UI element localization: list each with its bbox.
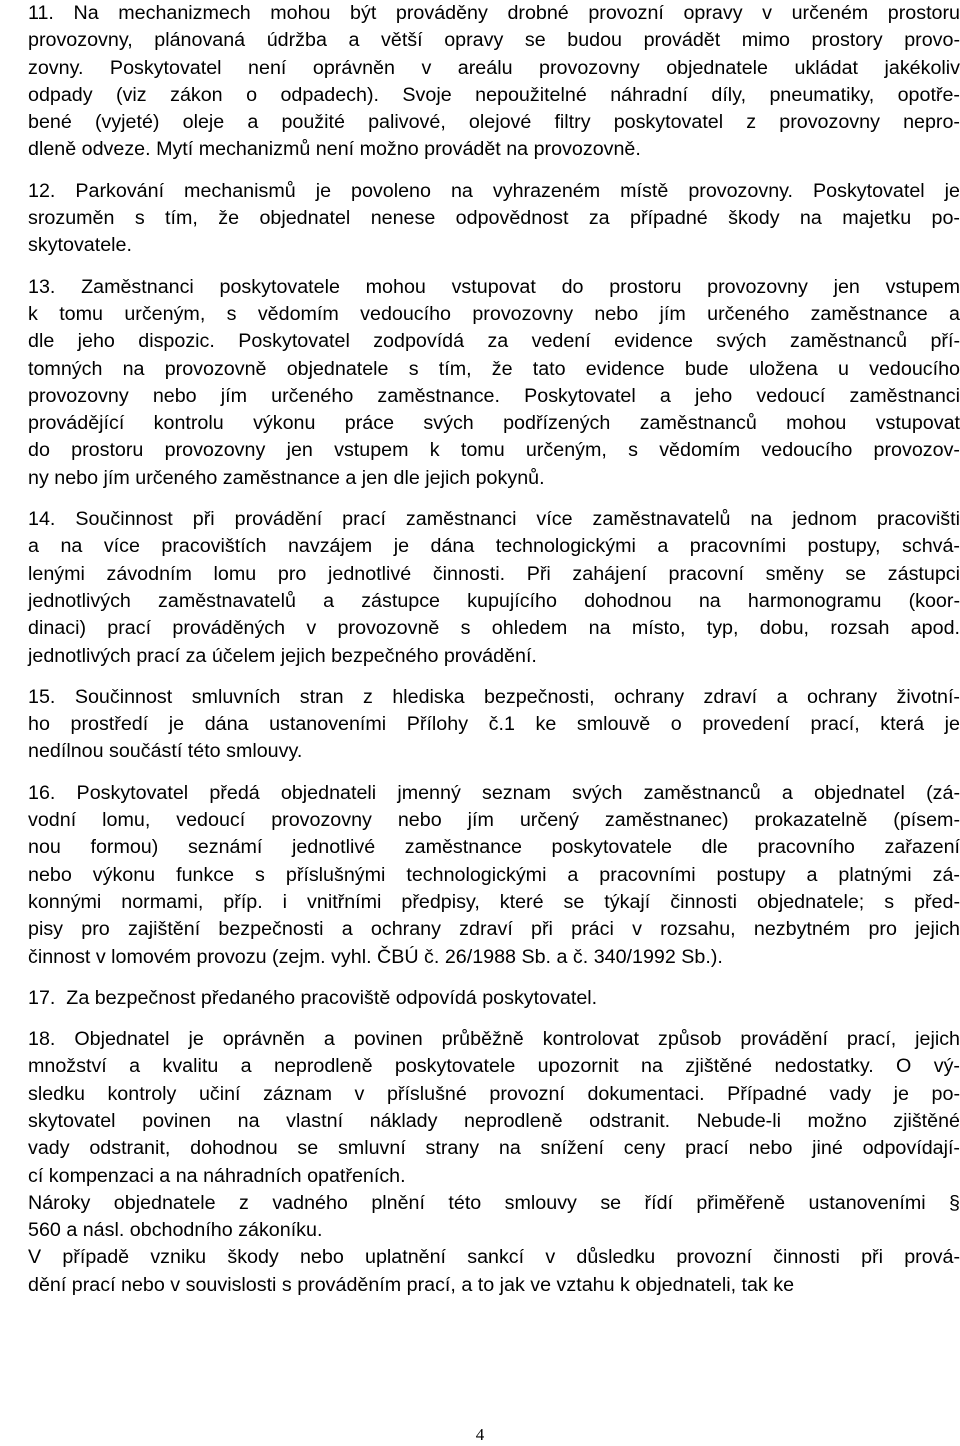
- text-line: skytovatele.: [28, 234, 132, 257]
- paragraph-p13: [28, 274, 960, 492]
- text-line: a na více pracovištích navzájem je dána technologickými a pracovními postupy, schvá-: [28, 535, 960, 558]
- paragraph-p12: [28, 178, 960, 260]
- paragraph-p18: [28, 1026, 960, 1299]
- text-line: ho prostředí je dána ustanoveními Přílohy č.1 ke smlouvě o provedení prací, která je: [28, 713, 960, 736]
- text-line: V případě vzniku škody nebo uplatnění sankcí v důsledku provozní činnosti při prová-: [28, 1246, 960, 1269]
- text-line: provádějící kontrolu výkonu práce svých podřízených zaměstnanců mohou vstupovat: [28, 412, 960, 435]
- text-line: 11. Na mechanizmech mohou být prováděny drobné provozní opravy v určeném prostoru: [28, 2, 960, 24]
- paragraph-p11: [28, 0, 960, 164]
- paragraph-p14: [28, 506, 960, 670]
- text-line: nedílnou součástí této smlouvy.: [28, 740, 303, 763]
- paragraph-p15: [28, 684, 960, 766]
- text-line: do prostoru provozovny jen vstupem k tomu určeným, s vědomím vedoucího provozov-: [28, 439, 960, 462]
- text-line: cí kompenzaci a na náhradních opatřeních.: [28, 1164, 406, 1187]
- document-body: [28, 0, 960, 1313]
- text-line: srozuměn s tím, že objednatel nenese odpovědnost za případné škody na majetku po-: [28, 207, 960, 230]
- text-line: bené (vyjeté) oleje a použité palivové, olejové filtry poskytovatel z provozovny nepro-: [28, 111, 960, 134]
- text-line: nebo výkonu funkce s příslušnými technologickými a pracovními postupy a platnými zá-: [28, 863, 960, 886]
- text-line: množství a kvalitu a neprodleně poskytovatele upozornit na zjištěné nedostatky. O vý-: [28, 1055, 960, 1078]
- text-line: odpady (viz zákon o odpadech). Svoje nepoužitelné náhradní díly, pneumatiky, opotře-: [28, 83, 960, 106]
- text-line: Nároky objednatele z vadného plnění této smlouvy se řídí přiměřeně ustanoveními §: [28, 1191, 960, 1214]
- text-line: zovny. Poskytovatel není oprávněn v areálu provozovny objednatele ukládat jakékoliv: [28, 56, 960, 79]
- text-line: jednotlivých prací za účelem jejich bezpečného provádění.: [28, 644, 537, 667]
- text-line: dleně odveze. Mytí mechanizmů není možno provádět na provozovně.: [28, 138, 641, 161]
- text-line: konnými normami, příp. i vnitřními předpisy, které se týkají činnosti objednatele; s před-: [28, 890, 960, 913]
- text-line: provozovny, plánovaná údržba a větší opravy se budou provádět mimo prostory provo-: [28, 29, 960, 52]
- text-line: k tomu určeným, s vědomím vedoucího provozovny nebo jím určeného zaměstnance a: [28, 302, 960, 325]
- paragraph-p17: [28, 985, 960, 1012]
- text-line: dle jeho dispozic. Poskytovatel zodpovídá za vedení evidence svých zaměstnanců pří-: [28, 330, 960, 353]
- text-line: 560 a násl. obchodního zákoníku.: [28, 1219, 323, 1242]
- text-line: dění prací nebo v souvislosti s prováděním prací, a to jak ve vztahu k objednateli, tak ke: [28, 1273, 795, 1296]
- text-line: vady odstranit, dohodnou se smluvní strany na snížení ceny prací nebo jiné odpovídají-: [28, 1137, 960, 1160]
- text-line: skytovatel povinen na vlastní náklady neprodleně odstranit. Nebude-li možno zjištěné: [28, 1109, 960, 1132]
- text-line: lenými závodním lomu pro jednotlivé činnosti. Při zahájení pracovní směny se zástupci: [28, 562, 960, 585]
- text-line: jednotlivých zaměstnavatelů a zástupce kupujícího dohodnou na harmonogramu (koor-: [28, 589, 960, 612]
- text-line: tomných na provozovně objednatele s tím, že tato evidence bude uložena u vedoucího: [28, 357, 960, 380]
- page-number: 4: [475, 1425, 485, 1444]
- text-line: vodní lomu, vedoucí provozovny nebo jím určený zaměstnanec) prokazatelně (písem-: [28, 809, 960, 832]
- text-line: 15. Součinnost smluvních stran z hlediska bezpečnosti, ochrany zdraví a ochrany životní-: [28, 685, 960, 708]
- text-line: pisy pro zajištění bezpečnosti a ochrany zdraví při práci v rozsahu, nezbytném pro jejich: [28, 918, 960, 941]
- text-line: 13. Zaměstnanci poskytovatele mohou vstupovat do prostoru provozovny jen vstupem: [28, 275, 960, 298]
- text-line: nou formou) seznámí jednotlivé zaměstnance poskytovatele dle pracovního zařazení: [28, 836, 960, 859]
- text-line: ny nebo jím určeného zaměstnance a jen dle jejich pokynů.: [28, 466, 545, 489]
- text-line: provozovny nebo jím určeného zaměstnance. Poskytovatel a jeho vedoucí zaměstnanci: [28, 384, 960, 407]
- text-line: činnost v lomovém provozu (zejm. vyhl. ČBÚ č. 26/1988 Sb. a č. 340/1992 Sb.).: [28, 945, 723, 968]
- paragraph-p16: [28, 780, 960, 971]
- text-line: 16. Poskytovatel předá objednateli jmenný seznam svých zaměstnanců a objednatel (zá-: [28, 781, 960, 804]
- text-line: 12. Parkování mechanismů je povoleno na vyhrazeném místě provozovny. Poskytovatel je: [28, 179, 960, 202]
- text-line: 18. Objednatel je oprávněn a povinen průběžně kontrolovat způsob provádění prací, jejich: [28, 1028, 960, 1051]
- text-line: sledku kontroly učiní záznam v příslušné provozní dokumentaci. Případné vady je po-: [28, 1082, 960, 1105]
- text-line: dinaci) prací prováděných v provozovně s ohledem na místo, typ, dobu, rozsah apod.: [28, 617, 960, 640]
- text-line: 17. Za bezpečnost předaného pracoviště odpovídá poskytovatel.: [28, 986, 598, 1009]
- text-line: 14. Součinnost při provádění prací zaměstnanci více zaměstnavatelů na jednom pracovišti: [28, 508, 960, 531]
